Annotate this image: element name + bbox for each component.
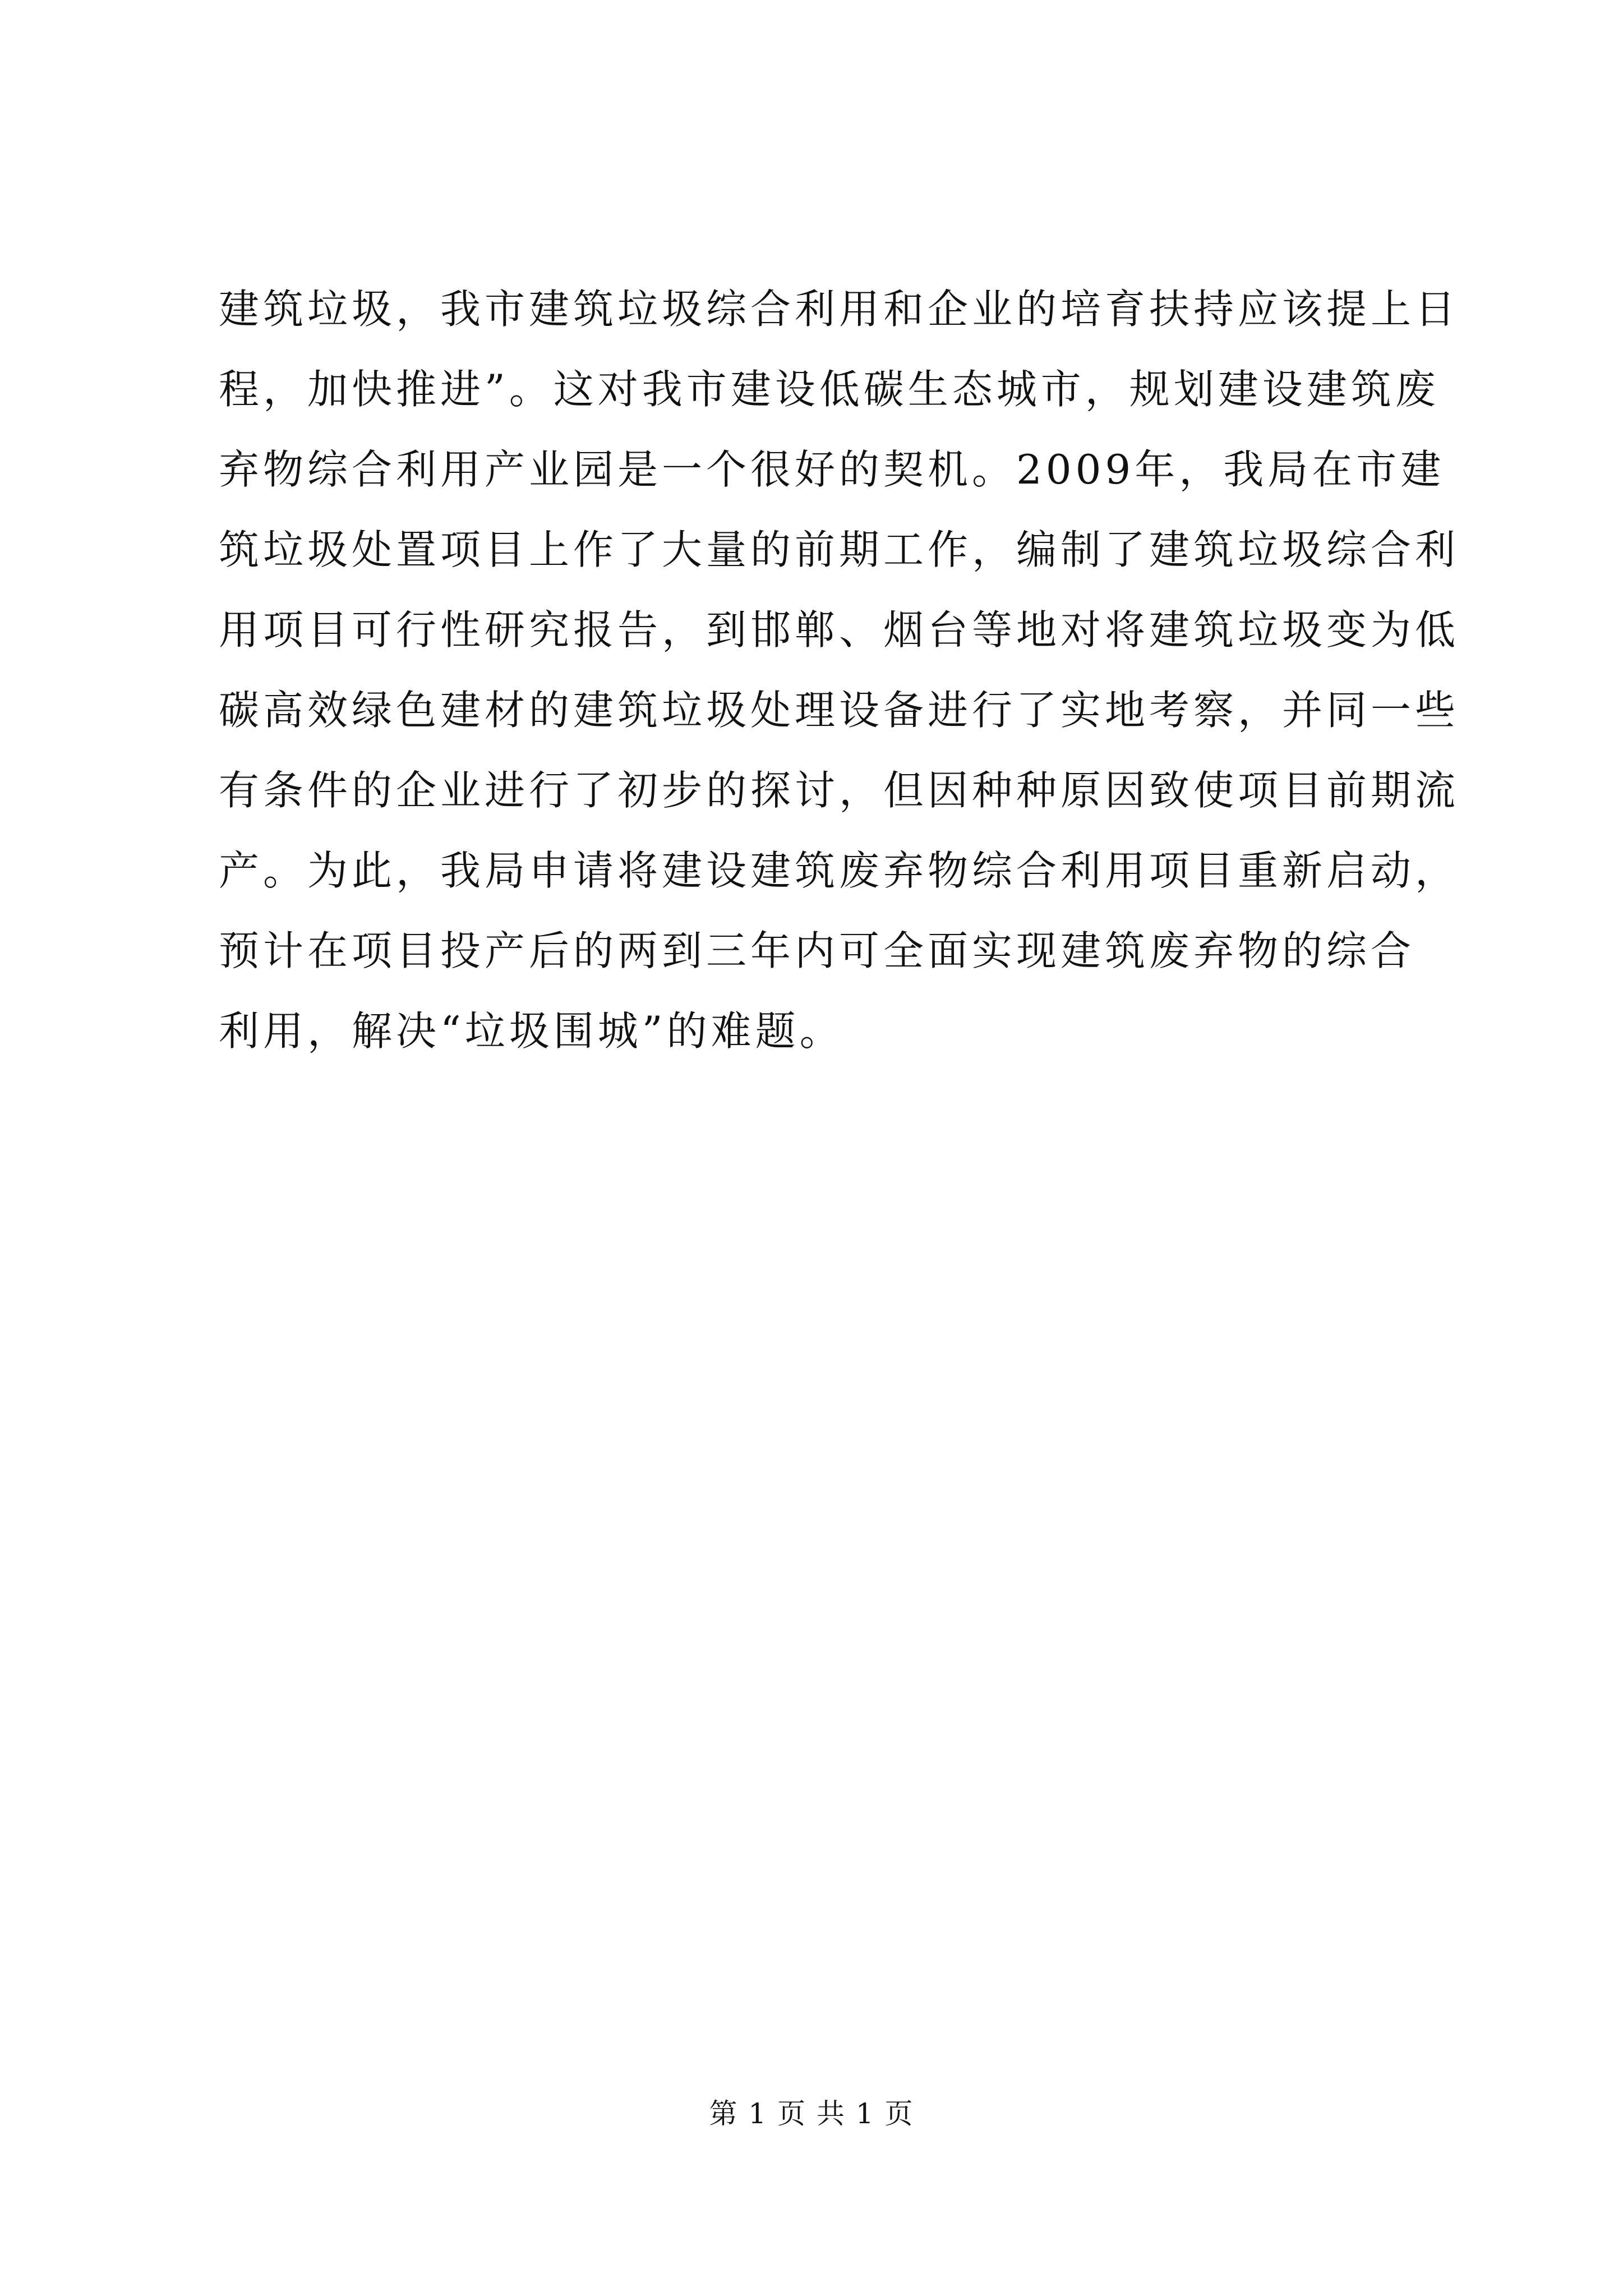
page-footer <box>0 2091 1623 2136</box>
text-line: 产。为此，我局申请将建设建筑废弃物综合利用项目重新启动， <box>219 847 1460 894</box>
body-paragraph <box>219 269 1460 1071</box>
text-line: 筑垃圾处置项目上作了大量的前期工作，编制了建筑垃圾综合利 <box>219 526 1460 573</box>
text-line: 程，加快推进”。这对我市建设低碳生态城市，规划建设建筑废 <box>219 366 1440 413</box>
text-line: 有条件的企业进行了初步的探讨，但因种种原因致使项目前期流 <box>219 767 1460 814</box>
text-line: 利用，解决“垃圾围城”的难题。 <box>219 1007 844 1055</box>
text-line: 预计在项目投产后的两到三年内可全面实现建筑废弃物的综合 <box>219 927 1415 974</box>
text-line: 建筑垃圾，我市建筑垃圾综合利用和企业的培育扶持应该提上日 <box>219 286 1460 333</box>
text-line: 碳高效绿色建材的建筑垃圾处理设备进行了实地考察，并同一些 <box>219 687 1460 734</box>
text-line: 弃物综合利用产业园是一个很好的契机。2009年，我局在市建 <box>219 446 1445 493</box>
text-line: 用项目可行性研究报告，到邯郸、烟台等地对将建筑垃圾变为低 <box>219 606 1460 654</box>
page-number: 第 1 页 共 1 页 <box>709 2097 914 2130</box>
